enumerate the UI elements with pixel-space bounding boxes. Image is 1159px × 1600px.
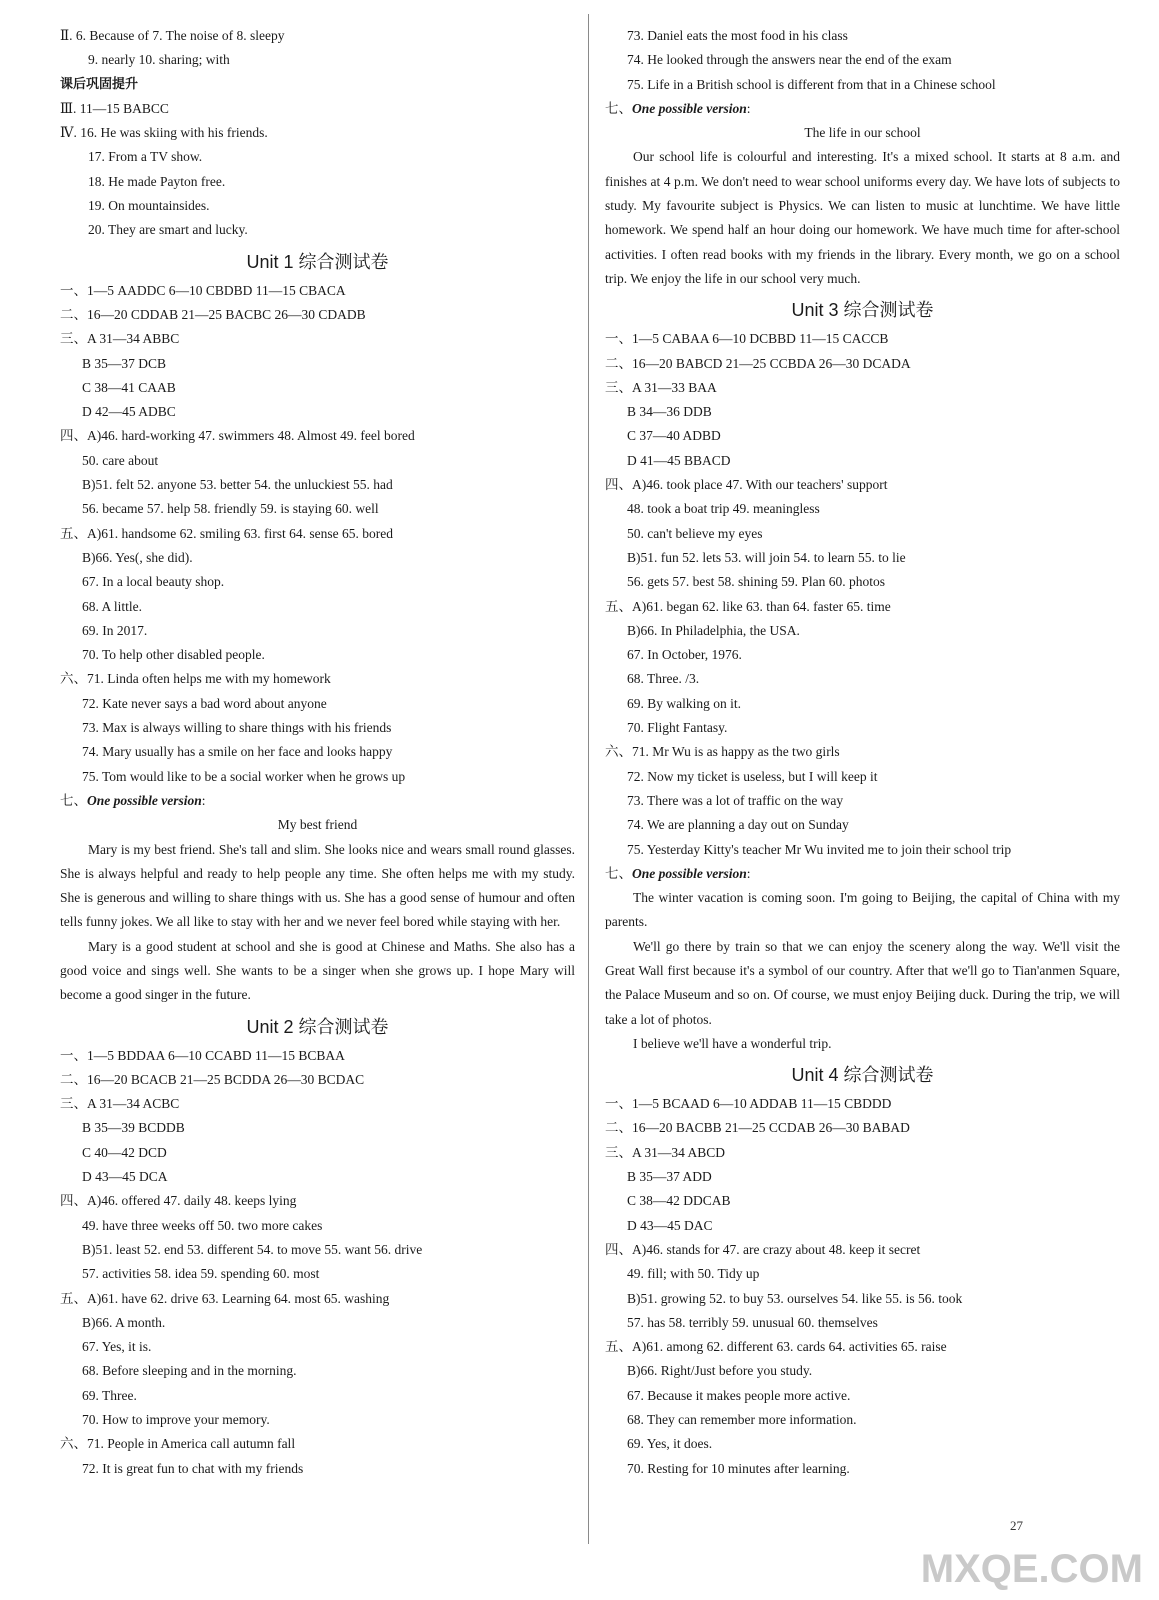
answer-line: 50. can't believe my eyes <box>627 525 763 541</box>
answer-line: 19. On mountainsides. <box>88 198 210 214</box>
answer-line: 三、A 31—33 BAA <box>605 379 717 395</box>
column-divider <box>588 14 589 1544</box>
answer-line: 74. He looked through the answers near the end of the exam <box>627 52 952 68</box>
answer-line: B)51. least 52. end 53. different 54. to move 55. want 56. drive <box>82 1241 423 1257</box>
answer-line: B)51. fun 52. lets 53. will join 54. to learn 55. to lie <box>627 549 906 565</box>
answer-line: 70. How to improve your memory. <box>82 1412 270 1428</box>
answer-line: 48. took a boat trip 49. meaningless <box>627 501 820 517</box>
answer-line: Ⅳ. 16. He was skiing with his friends. <box>60 125 268 141</box>
answer-line: B)66. In Philadelphia, the USA. <box>627 622 800 638</box>
unit2-answers <box>60 1044 575 1481</box>
answer-line: 69. In 2017. <box>82 622 148 638</box>
unit1-essay <box>60 838 575 1008</box>
unit4-answers <box>605 1092 1120 1481</box>
answer-line: 69. By walking on it. <box>627 695 741 711</box>
answer-line: 75. Yesterday Kitty's teacher Mr Wu invited me to join their school trip <box>627 841 1012 857</box>
answer-line: B)51. felt 52. anyone 53. better 54. the unluckiest 55. had <box>82 477 393 493</box>
answer-line: 49. have three weeks off 50. two more cakes <box>82 1217 323 1233</box>
essay-paragraph: The winter vacation is coming soon. I'm going to Beijing, the capital of China with my parents. <box>605 890 1120 930</box>
answer-line: 73. There was a lot of traffic on the way <box>627 792 844 808</box>
answer-line: 17. From a TV show. <box>88 149 203 165</box>
answer-line: 六、71. Mr Wu is as happy as the two girls <box>605 744 840 760</box>
answer-line: 69. Three. <box>82 1387 137 1403</box>
answer-line: B 34—36 DDB <box>627 404 712 420</box>
answer-line: B)66. A month. <box>82 1314 166 1330</box>
answer-line: B 35—37 ADD <box>627 1169 712 1185</box>
answer-line: Ⅲ. 11—15 BABCC <box>60 100 169 116</box>
answer-line: 74. Mary usually has a smile on her face and looks happy <box>82 744 393 760</box>
answer-line: 56. gets 57. best 58. shining 59. Plan 60. photos <box>627 574 886 590</box>
essay-paragraph: Mary is a good student at school and she is good at Chinese and Maths. She also has a good voice and sings well. She wants to be a singer when she grows up. I hope Mary will become a good singer in the future. <box>60 938 575 1003</box>
answer-line: C 38—41 CAAB <box>82 379 176 395</box>
answer-line: C 37—40 ADBD <box>627 428 721 444</box>
answer-line: 20. They are smart and lucky. <box>88 222 248 238</box>
unit4-heading: Unit 4 综合测试卷 <box>791 1065 934 1086</box>
answer-line: C 40—42 DCD <box>82 1144 167 1160</box>
answer-line: 70. Resting for 10 minutes after learning. <box>627 1460 850 1476</box>
unit-review-answers <box>60 24 575 243</box>
answer-line: 57. has 58. terribly 59. unusual 60. themselves <box>627 1314 878 1330</box>
answer-line: 三、A 31—34 ABCD <box>605 1144 726 1160</box>
answer-line: 74. We are planning a day out on Sunday <box>627 817 849 833</box>
answer-line: 72. Kate never says a bad word about anyone <box>82 695 327 711</box>
answer-line: B)66. Yes(, she did). <box>82 549 193 565</box>
unit1-heading: Unit 1 综合测试卷 <box>246 251 389 272</box>
answer-line: 75. Life in a British school is different from that in a Chinese school <box>627 76 996 92</box>
answer-line: B 35—37 DCB <box>82 355 167 371</box>
answer-line: 50. care about <box>82 452 159 468</box>
answer-line: 18. He made Payton free. <box>88 173 226 189</box>
answer-line: 68. They can remember more information. <box>627 1412 857 1428</box>
answer-line: 五、A)61. began 62. like 63. than 64. faster 65. time <box>605 598 891 614</box>
watermark-logo: MXQE.COM <box>920 1547 1143 1591</box>
answer-line: D 43—45 DAC <box>627 1217 713 1233</box>
answer-line: 五、A)61. have 62. drive 63. Learning 64. most 65. washing <box>60 1290 390 1306</box>
answer-line: 一、1—5 BCAAD 6—10 ADDAB 11—15 CBDDD <box>605 1096 892 1112</box>
answer-line: 四、A)46. offered 47. daily 48. keeps lying <box>60 1193 297 1209</box>
answer-line: B 35—39 BCDDB <box>82 1120 185 1136</box>
unit1-essay-title: My best friend <box>277 817 358 833</box>
unit2-answers-cont <box>605 24 1120 97</box>
answer-line: 69. Yes, it does. <box>627 1436 713 1452</box>
answer-line: 75. Tom would like to be a social worker when he grows up <box>82 768 406 784</box>
unit2-essay <box>605 145 1120 291</box>
answer-line: 三、A 31—34 ABBC <box>60 331 180 347</box>
answer-line: 二、16—20 BACBB 21—25 CCDAB 26—30 BABAD <box>605 1120 910 1136</box>
unit1-answers <box>60 279 575 789</box>
answer-line: B)51. growing 52. to buy 53. ourselves 54. like 55. is 56. took <box>627 1290 963 1306</box>
unit3-answers <box>605 327 1120 862</box>
answer-line: 68. Before sleeping and in the morning. <box>82 1363 297 1379</box>
left-column <box>60 24 575 1481</box>
answer-line: D 43—45 DCA <box>82 1169 168 1185</box>
answer-line: 73. Daniel eats the most food in his class <box>627 28 848 43</box>
answer-line: 72. Now my ticket is useless, but I will keep it <box>627 768 878 784</box>
answer-line: 四、A)46. hard-working 47. swimmers 48. Almost 49. feel bored <box>60 428 415 444</box>
answer-line: 四、A)46. stands for 47. are crazy about 48. keep it secret <box>605 1241 921 1257</box>
answer-line: 56. became 57. help 58. friendly 59. is staying 60. well <box>82 501 379 517</box>
answer-line: 49. fill; with 50. Tidy up <box>627 1266 760 1282</box>
answer-line: 六、71. Linda often helps me with my homework <box>60 671 331 687</box>
essay-paragraph: Mary is my best friend. She's tall and slim. She looks nice and wears small round glasses. She is always helpful and ready to help people any time. She often helps me with my study. She is generous and willing to share things with us. She has a good sense of humour and often tells funny jokes. We all like to stay with her and we never feel bored while staying with her. <box>60 841 575 930</box>
answer-line: Ⅱ. 6. Because of 7. The noise of 8. sleepy <box>60 28 285 43</box>
page-number: 27 <box>1010 1518 1023 1533</box>
answer-line: 68. A little. <box>82 598 143 614</box>
answer-line: D 41—45 BBACD <box>627 452 731 468</box>
unit2-heading: Unit 2 综合测试卷 <box>246 1016 389 1037</box>
essay-paragraph: I believe we'll have a wonderful trip. <box>633 1035 832 1051</box>
answer-line: 67. Because it makes people more active. <box>627 1387 851 1403</box>
unit3-essay <box>605 886 1120 1056</box>
answer-line: D 42—45 ADBC <box>82 404 176 420</box>
unit1-writing-label: 七、One possible version: <box>60 792 206 808</box>
unit3-heading: Unit 3 综合测试卷 <box>791 300 934 321</box>
answer-line: 70. Flight Fantasy. <box>627 720 728 736</box>
answer-line: 二、16—20 BABCD 21—25 CCBDA 26—30 DCADA <box>605 355 911 371</box>
answer-line: 五、A)61. among 62. different 63. cards 64. activities 65. raise <box>605 1339 947 1355</box>
unit2-writing-label: 七、One possible version: <box>605 100 751 116</box>
answer-line: 67. In October, 1976. <box>627 647 742 663</box>
essay-paragraph: We'll go there by train so that we can enjoy the scenery along the way. We'll visit the Great Wall first because it's a symbol of our country. After that we'll go to Tian'anmen Square, the Palace Museum and so on. Of course, we must enjoy Beijing duck. During the trip, we will take a lot of photos. <box>605 938 1120 1027</box>
right-column <box>605 24 1120 1481</box>
answer-line: 三、A 31—34 ACBC <box>60 1096 180 1112</box>
unit2-essay-title: The life in our school <box>804 125 921 141</box>
essay-paragraph: Our school life is colourful and interesting. It's a mixed school. It starts at 8 a.m. and finishes at 4 p.m. We don't need to wear school uniforms every day. We have lots of subjects to study. My favourite subject is Physics. We can listen to music at lunchtime. We have little homework. We spend half an hour doing our homework. We have much time for after-school activities. I often read books with my friends in the library. Every month, we go on a school trip. We enjoy the life in our school very much. <box>605 149 1120 286</box>
answer-line: 五、A)61. handsome 62. smiling 63. first 64. sense 65. bored <box>60 525 393 541</box>
unit3-writing-label: 七、One possible version: <box>605 865 751 881</box>
answer-line: 课后巩固提升 <box>60 76 139 92</box>
answer-line: 二、16—20 BCACB 21—25 BCDDA 26—30 BCDAC <box>60 1071 365 1087</box>
answer-line: 9. nearly 10. sharing; with <box>88 52 230 68</box>
answer-line: 一、1—5 AADDC 6—10 CBDBD 11—15 CBACA <box>60 282 346 298</box>
answer-line: 72. It is great fun to chat with my friends <box>82 1460 304 1476</box>
answer-line: 六、71. People in America call autumn fall <box>60 1436 296 1452</box>
answer-line: B)66. Right/Just before you study. <box>627 1363 813 1379</box>
answer-line: 67. Yes, it is. <box>82 1339 152 1355</box>
answer-line: 一、1—5 BDDAA 6—10 CCABD 11—15 BCBAA <box>60 1047 345 1063</box>
answer-line: 70. To help other disabled people. <box>82 647 265 663</box>
answer-line: 二、16—20 CDDAB 21—25 BACBC 26—30 CDADB <box>60 306 366 322</box>
answer-line: C 38—42 DDCAB <box>627 1193 731 1209</box>
answer-line: 73. Max is always willing to share things with his friends <box>82 720 392 736</box>
answer-line: 67. In a local beauty shop. <box>82 574 225 590</box>
answer-line: 一、1—5 CABAA 6—10 DCBBD 11—15 CACCB <box>605 331 889 347</box>
answer-line: 57. activities 58. idea 59. spending 60. most <box>82 1266 320 1282</box>
answer-line: 68. Three. /3. <box>627 671 700 687</box>
answer-line: 四、A)46. took place 47. With our teachers' support <box>605 477 888 493</box>
